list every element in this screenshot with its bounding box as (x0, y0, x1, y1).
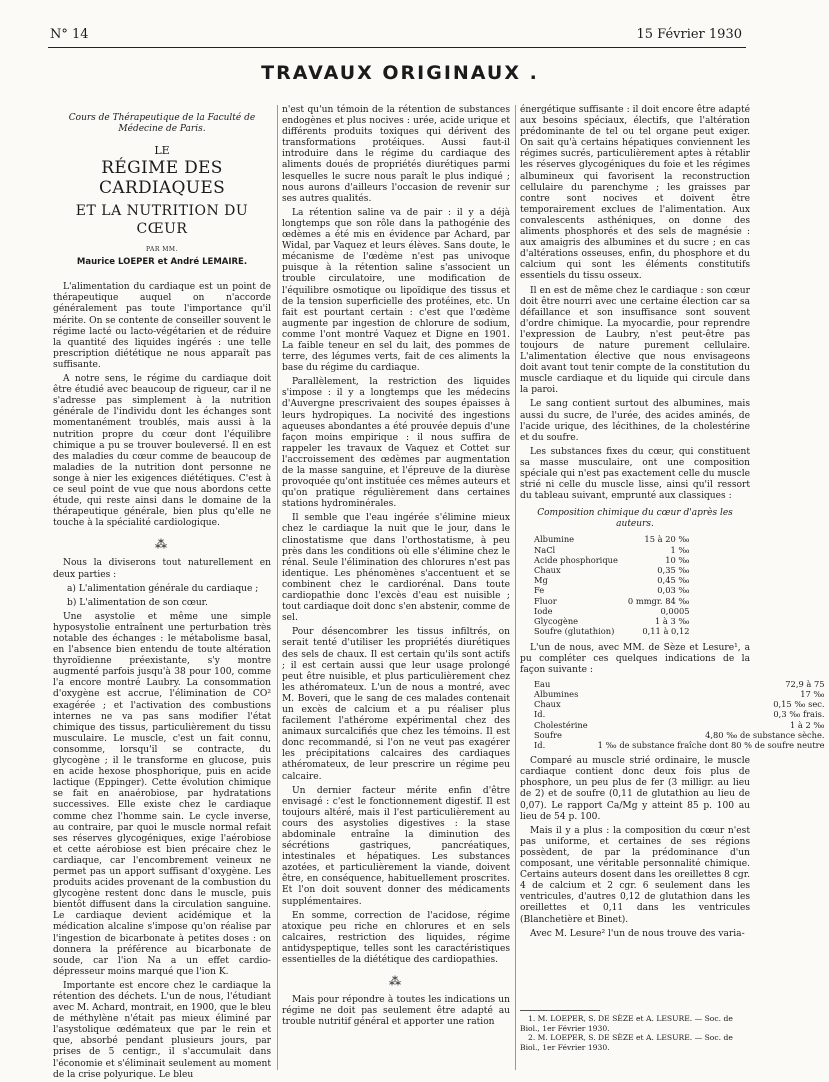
column-2 (282, 105, 510, 1065)
table-row (534, 626, 694, 636)
table-cell-name: Iode (534, 605, 553, 616)
paragraph: La rétention saline va de pair : il y a déjà longtemps que son rôle dans la pathogénie des œdèmes a été mis en évidence par Achard, par Widal, par Vaquez et leurs élèves. Sans doute, le mécanisme de l'œdème n'est pas univoque puisque à la rétention saline s'associent un trouble circulatoire, une modification de l'équilibre osmotique ou lipoïdique des tissus et de la tension superficielle des protéines, etc. Un fait est pourtant certain : c'est que l'œdème augmente par ingestion de chlorure de sodium, comme l'ont montré Vaquez et Digne en 1901. La faible teneur en sel du lait, des pommes de terre, des légumes verts, fait de ces aliments la base du régime du cardiaque. (282, 207, 510, 374)
paragraph: énergétique suffisante : il doit encore être adapté aux besoins spéciaux, électifs, que l'altération prédominante de tel ou tel organe peut exiger. On sait qu'à certains hépatiques conviennent les régimes sucrés, particulièrement aptes à rétablir les réserves glycogéniques du foie et les régimes albumineux qui favorisent la reconstruction cellulaire du parenchyme ; les graisses par contre sont nocives et doivent être temporairement exclues de l'alimentation. Aux convalescents asthéniques, on donne des aliments phosphorés et des sels de magnésie : aux amaigris des albumines et du sucre ; en cas d'altérations osseuses, enfin, du phosphore et du calcium qui sont les éléments constitutifs essentiels du tissu osseux. (520, 105, 750, 282)
table-cell-value: 1 à 2 ‰ (789, 719, 825, 730)
paragraph: Importante est encore chez le cardiaque la rétention des déchets. L'un de nous, l'étudiant avec M. Achard, montrait, en 1900, que le bleu de méthylène n'était pas mieux éliminé par l'asystolique œdémateux que par le rein et que, absorbé pendant plusieurs jours, par prises de 5 centigr., il s'accumulait dans l'économie et s'éliminait seulement au moment de la crise polyurique. Le bleu (53, 980, 271, 1080)
table-row (534, 730, 829, 740)
table-row (534, 679, 829, 689)
table-row (534, 545, 694, 555)
table-cell-value: 1 ‰ de substance fraîche dont 80 % de soufre neutre (597, 740, 825, 750)
table-cell-value: 0,0005 (660, 605, 690, 616)
list-item: a) L'alimentation générale du cardiaque ; (67, 583, 259, 594)
table-cell-name: Fluor (534, 595, 557, 606)
section-stars: ⁂ (389, 974, 403, 989)
table-cell-name: Albumines (534, 688, 579, 699)
by-line-label: PAR MM. (146, 246, 178, 254)
table-row (534, 740, 829, 750)
title-article: LE (154, 144, 170, 157)
table-cell-value: 15 à 20 ‰ (644, 534, 690, 545)
footnote: 2. M. LOEPER, S. DE SÈZE et A. LESURE. — Soc. de Biol., 1er Février 1930. (520, 1033, 733, 1052)
column-3 (520, 105, 825, 1005)
section-stars: ⁂ (155, 537, 169, 552)
list-item: b) L'alimentation de son cœur. (67, 597, 208, 608)
article-subtitle: ET LA NUTRITION DU CŒUR (75, 203, 249, 238)
footnote-rule (520, 1010, 600, 1011)
table-cell-name: Acide phosphorique (534, 554, 618, 565)
table-row (534, 565, 694, 575)
table-row (534, 606, 694, 616)
paragraph: Nous la diviserons tout naturellement en deux parties : (53, 558, 271, 580)
table-cell-name: Mg (534, 575, 548, 586)
article-title: RÉGIME DES CARDIAQUES (98, 158, 226, 199)
table-cell-name: Chaux (534, 565, 561, 576)
table-row (534, 709, 829, 719)
paragraph: En somme, correction de l'acidose, régime atoxique peu riche en chlorures et en sels calcaires, restriction des liquides, régime antidyspeptique, telles sont les caractéristiques essentielles de la diététique des cardiopathies. (282, 910, 510, 966)
table-cell-value: 0,03 ‰ (657, 585, 690, 596)
paragraph: Il semble que l'eau ingérée s'élimine mieux chez le cardiaque la nuit que le jour, dans le clinostatisme que dans l'orthostatisme, à peu près dans les conditions où elle s'élimine chez le rénal. Seule l'élimination des chlorures n'est pas identique. Les phénomènes s'accentuent et se combinent chez le cardiorénal. Dans toute cardiopathie donc l'excès d'eau est nuisible ; tout cardiaque doit donc s'en abstenir, comme de sel. (282, 513, 510, 624)
table-row (534, 575, 694, 585)
table-cell-name: Chaux (534, 699, 561, 710)
table-cell-name: Glycogène (534, 616, 579, 627)
table-cell-name: NaCl (534, 544, 556, 555)
table-cell-name: Fe (534, 585, 545, 596)
paragraph: Une asystolie et même une simple hyposystolie entraînent une perturbation très notable des échanges : le métabolisme basal, en l'absence bien entendu de toute altération thyroïdienne préexistante, s'y montre augmenté parfois jusqu'à 38 pour 100, comme l'a encore montré Laubry. La consommation d'oxygène est accrue, l'élimination de CO² exagérée ; et l'activation des combustions internes ne va pas sans modifier l'état chimique des tissus, particulièrement du tissu musculaire. Le muscle, c'est un fait connu, consomme, lorsqu'il se contracte, du glycogène ; il le transforme en glucose, puis en acide hexose phosphorique, puis en acide lactique (Eppinger). Cette évolution chimique se fait en anaérobiose, par hydratations successives. Elle existe chez le cardiaque comme chez l'homme sain. Le cycle inverse, au contraire, par quoi le muscle normal refait ses réserves glycogéniques, exige l'aérobiose et cette aérobiose est bien précaire chez le cardiaque, car l'encombrement veineux ne permet pas un apport suffisant d'oxygène. Les produits acides provenant de la combustion du glycogène restent donc dans le muscle, puis bientôt diffusent dans la circulation sanguine. Le cardiaque devient acidémique et la médication alcaline s'impose qu'on réalise par l'ingestion de bicarbonate à petites doses : on donnera la préférence au bicarbonate de soude, car l'ion Na a un effet cardio-dépresseur moins marqué que l'ion K. (53, 611, 271, 977)
table-row (534, 720, 829, 730)
composition-table (534, 534, 694, 636)
column-1 (53, 105, 271, 1080)
paragraph: Le sang contient surtout des albumines, mais aussi du sucre, de l'urée, des acides aminés, de l'acide urique, des lécithines, de la cholestérine et du soufre. (520, 399, 750, 443)
paragraph: Mais pour répondre à toutes les indications un régime ne doit pas seulement être adapté au trouble nutritif général et apporter une ration (282, 995, 510, 1028)
table-caption: Composition chimique du cœur d'après les auteurs. (537, 508, 733, 530)
table-cell-name: Albumine (534, 534, 575, 545)
table-cell-name: Soufre (glutathion) (534, 626, 615, 637)
table-row (534, 699, 829, 709)
paragraph: L'un de nous, avec MM. de Sèze et Lesure¹, a pu compléter ces quelques indications de la façon suivante : (520, 642, 750, 675)
table-row (534, 616, 694, 626)
column-divider (277, 105, 278, 1070)
table-cell-value: 0,35 ‰ (657, 565, 690, 576)
paragraph: Mais il y a plus : la composition du cœur n'est pas uniforme, et certaines de ses régions possèdent, de par la prédominance d'un composant, une véritable personnalité chimique. Certains auteurs dosent dans les oreillettes 8 cgr. 4 de calcium et 2 cgr. 6 seulement dans les ventricules, d'autres 0,12 de glutathion dans les oreillettes et 0,11 dans les ventricules (Blanchetière et Binet). (520, 825, 750, 925)
table-row (534, 534, 694, 544)
table-cell-value: 0 mmgr. 84 ‰ (627, 595, 690, 606)
paragraph: Parallèlement, la restriction des liquides s'impose : il y a longtemps que les médecins d'Auvergne prescrivaient des soupes épaisses à leurs hydropiques. La nocivité des ingestions aqueuses abondantes a été prouvée depuis d'une façon moins empirique : il nous suffira de rappeler les travaux de Vaquez et Cottet sur l'accroissement des œdèmes par augmentation de la masse sanguine, et l'épreuve de la diurèse provoquée qu'ont instituée ces mêmes auteurs et qu'on pratique régulièrement dans certaines stations hydrominérales. (282, 377, 510, 510)
table-row (534, 555, 694, 565)
paragraph: Les substances fixes du cœur, qui constituent sa masse musculaire, ont une composition spéciale qui n'est pas exactement celle du muscle strié ni celle du muscle lisse, ainsi qu'il ressort du tableau suivant, emprunté aux classiques : (520, 446, 750, 502)
table-row (534, 689, 829, 699)
composition-table-2 (534, 679, 829, 750)
table-cell-name: Id. (534, 740, 546, 750)
table-cell-name: Eau (534, 678, 551, 689)
footnotes (520, 1010, 750, 1052)
footnote: 1. M. LOEPER, S. DE SÈZE et A. LESURE. — Soc. de Biol., 1er Février 1930. (520, 1014, 733, 1033)
paragraph: n'est qu'un témoin de la rétention de substances endogènes et plus nocives : urée, acide urique et différents produits toxiques qui dérivent des transformations protéiques. Aussi faut-il introduire dans le régime du cardiaque des aliments doués de propriétés diurétiques parmi lesquelles le sucre nous paraît le plus indiqué ; nous aurons d'ailleurs l'occasion de revenir sur ses autres qualités. (282, 105, 510, 204)
table-row (534, 596, 694, 606)
column-divider (515, 105, 516, 1070)
table-cell-value: 0,11 à 0,12 (642, 626, 690, 637)
paragraph: A notre sens, le régime du cardiaque doit être étudié avec beaucoup de rigueur, car il ne s'adresse pas simplement à la nutrition générale de l'individu dont les échanges sont momentanément troublés, mais aussi à la nutrition propre du cœur dont l'équilibre chimique a pu se trouver bouleversé. Il en est des maladies du cœur comme de beaucoup de maladies de la nutrition dont personne ne songe à nier les exigences diététiques. C'est à ce seul point de vue que nous abordons cette étude, qui reste ainsi dans le domaine de la thérapeutique générale, bien plus qu'elle ne touche à la spécialité cardiologique. (53, 374, 271, 529)
paragraph: Il en est de même chez le cardiaque : son cœur doit être nourri avec une certaine élection car sa défaillance et son insuffisance sont souvent d'ordre chimique. La myocardie, pour reprendre l'expression de Laubry, n'est peut-être pas toujours de nature purement cellulaire. L'alimentation élective que nous envisageons doit avant tout tenir compte de la constitution du muscle cardiaque et du liquide qui circule dans la paroi. (520, 285, 750, 396)
table-cell-value: 72,9 à 75 (785, 678, 825, 689)
paragraph: Comparé au muscle strié ordinaire, le muscle cardiaque contient donc deux fois plus de phosphore, un peu plus de fer (3 milligr. au lieu de 2) et de soufre (0,11 de glutathion au lieu de 0,07). Le rapport Ca/Mg y atteint 85 p. 100 au lieu de 54 p. 100. (520, 756, 750, 822)
paragraph: L'alimentation du cardiaque est un point de thérapeutique auquel on n'accorde généralement pas toute l'importance qu'il mérite. On se contente de conseiller souvent le régime lacté ou lacto-végétarien et de réduire la quantité des liquides ingérés : une telle prescription diététique ne nous apparaît pas suffisante. (53, 282, 271, 370)
table-row (534, 585, 694, 595)
table-cell-value: 17 ‰ (800, 688, 825, 699)
table-cell-value: 0,3 ‰ frais. (773, 709, 825, 720)
course-note: Cours de Thérapeutique de la Faculté de Médecine de Paris. (68, 113, 256, 134)
table-cell-value: 4,80 ‰ de substance sèche. (705, 729, 825, 740)
table-cell-name: Soufre (534, 729, 562, 740)
table-cell-value: 10 ‰ (665, 554, 690, 565)
table-cell-name: Cholestérine (534, 719, 588, 730)
paragraph: Pour désencombrer les tissus infiltrés, on serait tenté d'utiliser les propriétés diurétiques des sels de chaux. Il est certain qu'ils sont actifs ; il est certain aussi que leur usage prolongé peut être nuisible, et plus particulièrement chez les athéromateux. L'un de nous a montré, avec M. Boveri, que le sang de ces malades contenait un excès de calcium et a pu réaliser plus facilement l'athérome expérimental chez des animaux surcalcifiés que chez les témoins. Il est donc recommandé, si l'on ne veut pas exagérer les précipitations calcaires des cardiaques athéromateux, de leur prescrire un régime peu calcaire. (282, 627, 510, 782)
issue-number: N° 14 (50, 27, 89, 42)
table-cell-name: Id. (534, 709, 546, 720)
authors: Maurice LOEPER et André LEMAIRE. (76, 257, 248, 268)
table-cell-value: 0,45 ‰ (657, 575, 690, 586)
header-rule (48, 47, 746, 48)
table-cell-value: 1 à 3 ‰ (654, 616, 690, 627)
issue-date: 15 Février 1930 (636, 27, 742, 42)
table-cell-value: 1 ‰ (670, 544, 690, 555)
paragraph: Avec M. Lesure² l'un de nous trouve des varia- (530, 928, 745, 939)
paragraph: Un dernier facteur mérite enfin d'être envisagé : c'est le fonctionnement digestif. Il est toujours altéré, mais il l'est particulièrement au cours des asystolies digestives : la stase abdominale entraîne la diminution des sécrétions gastriques, pancréatiques, intestinales et hépatiques. Les substances azotées, et particulièrement la viande, doivent être, en conséquence, habituellement proscrites. Et l'on doit souvent donner des médicaments supplémentaires. (282, 785, 510, 907)
table-cell-value: 0,15 ‰ sec. (773, 699, 825, 710)
section-title: TRAVAUX ORIGINAUX . (261, 62, 539, 84)
